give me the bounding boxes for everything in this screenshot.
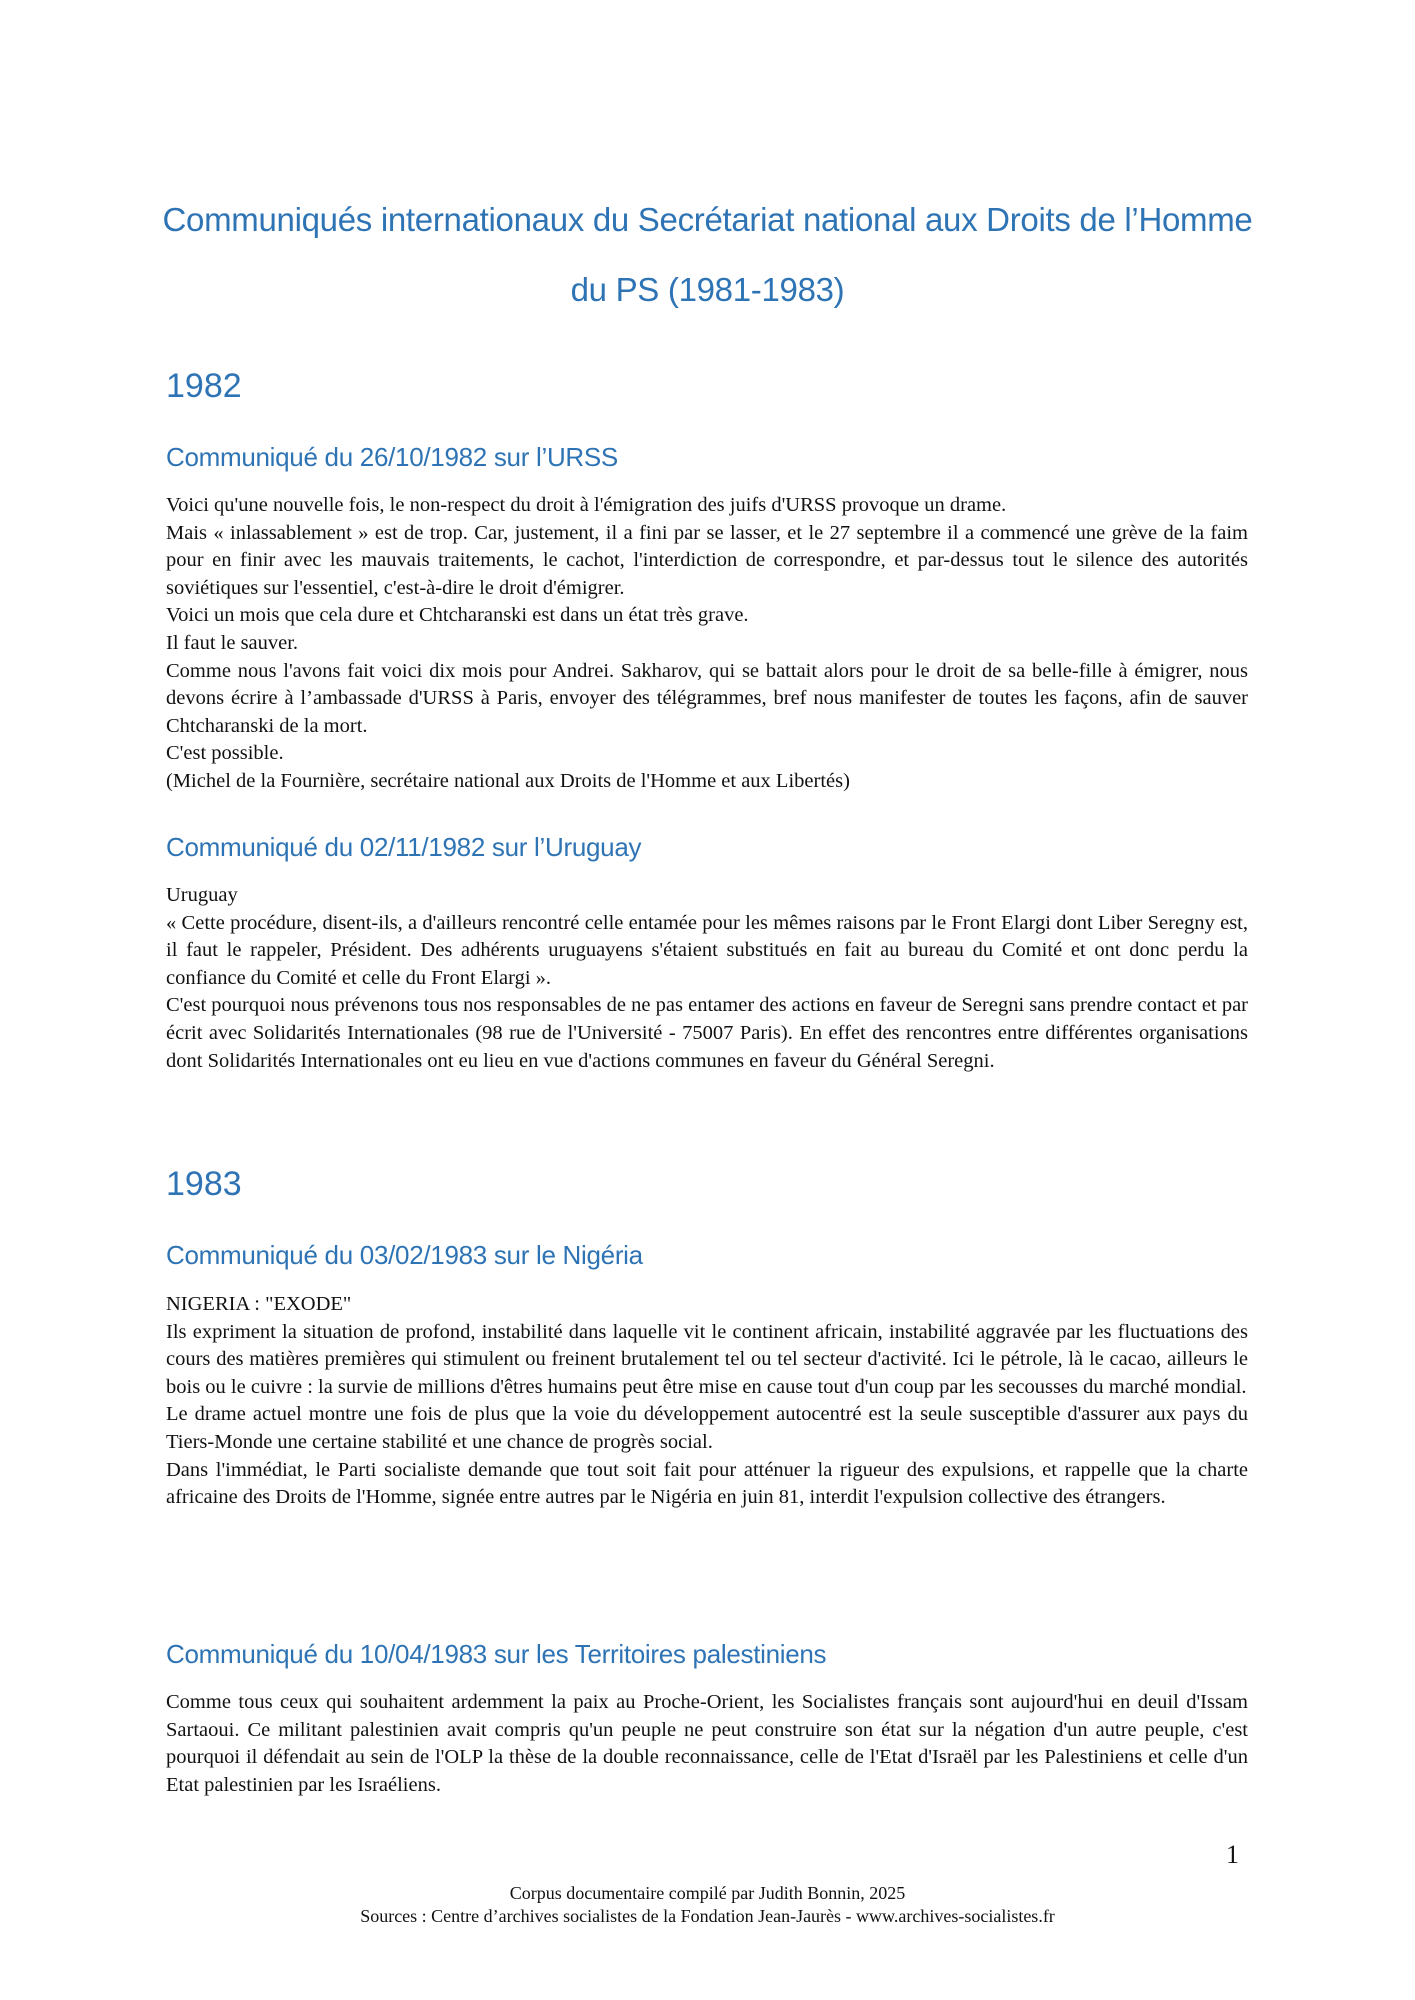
footer-sources: Sources : Centre d’archives socialistes de la Fondation Jean-Jaurès - www.archives-socialistes.fr [360,1906,1055,1926]
communique-body-urss [166,492,1248,796]
paragraph: Uruguay [166,884,238,906]
page-footer [150,1882,1265,1928]
paragraph: Dans l'immédiat, le Parti socialiste demande que tout soit fait pour atténuer la rigueur des expulsions, et rappelle que la charte africaine des Droits de l'Homme, signée entre autres par le Nigéria en juin 81, interdit l'expulsion collective des étrangers. [166,1458,1248,1509]
paragraph: C'est pourquoi nous prévenons tous nos responsables de ne pas entamer des actions en faveur de Seregni sans prendre contact et par écrit avec Solidarités Internationales (98 rue de l'Université - 75007 Paris). En effet des rencontres entre différentes organisations dont Solidarités Internationales ont eu lieu en vue d'actions communes en faveur du Général Seregni. [166,994,1248,1072]
paragraph: Voici un mois que cela dure et Chtcharanski est dans un état très grave. [166,604,749,627]
document-title: Communiqués internationaux du Secrétariat national aux Droits de l’Homme du PS (1981-1983) [162,201,1253,308]
year-heading-1982: 1982 [166,367,242,405]
page-number: 1 [1226,1840,1239,1869]
communique-heading-palestine: Communiqué du 10/04/1983 sur les Territoires palestiniens [166,1639,827,1669]
paragraph: Il faut le sauver. [166,631,299,654]
communique-body-nigeria [166,1291,1248,1512]
paragraph: C'est possible. [166,742,284,765]
paragraph: Voici qu'une nouvelle fois, le non-respect du droit à l'émigration des juifs d'URSS provoque un drame. [166,494,1007,516]
paragraph: NIGERIA : "EXODE" [166,1293,352,1315]
communique-heading-nigeria: Communiqué du 03/02/1983 sur le Nigéria [166,1240,643,1270]
footer-compiler: Corpus documentaire compilé par Judith Bonnin, 2025 [509,1883,906,1903]
paragraph: Le drame actuel montre une fois de plus que la voie du développement autocentré est la seule susceptible d'assurer aux pays du Tiers-Monde une certaine stabilité et une chance de progrès social. [166,1403,1248,1453]
communique-heading-urss: Communiqué du 26/10/1982 sur l’URSS [166,442,618,472]
communique-body-palestine [166,1689,1248,1799]
paragraph: Comme tous ceux qui souhaitent ardemment la paix au Proche-Orient, les Socialistes français sont aujourd'hui en deuil d'Issam Sartaoui. Ce militant palestinien avait compris qu'un peuple ne peut construire son état sur la négation d'un autre peuple, c'est pourquoi il défendait au sein de l'OLP la thèse de la double reconnaissance, celle de l'Etat d'Israël par les Palestiniens et celle d'un Etat palestinien par les Israéliens. [166,1691,1248,1796]
paragraph: « Cette procédure, disent-ils, a d'ailleurs rencontré celle entamée pour les mêmes raisons par le Front Elargi dont Liber Seregny est, il faut le rappeler, Président. Des adhérents uruguayens s'étaient substitués en fait au bureau du Comité et ont donc perdu la confiance du Comité et celle du Front Elargi ». [166,911,1248,989]
paragraph: Mais « inlassablement » est de trop. Car, justement, il a fini par se lasser, et le 27 septembre il a commencé une grève de la faim pour en finir avec les mauvais traitements, le cachot, l'interdiction de correspondre, et par-dessus tout le silence des autorités soviétiques sur l'essentiel, c'est-à-dire le droit d'émigrer. [166,521,1248,599]
paragraph: (Michel de la Fournière, secrétaire national aux Droits de l'Homme et aux Libertés) [166,769,850,792]
paragraph: Ils expriment la situation de profond, instabilité dans laquelle vit le continent africain, instabilité aggravée par les fluctuations des cours des matières premières qui stimulent ou freinent brutalement tel ou tel secteur d'activité. Ici le pétrole, là le cacao, ailleurs le bois ou le cuivre : la survie de millions d'êtres humains peut être mise en cause tout d'un coup par les secousses du marché mondial. [166,1320,1248,1398]
communique-heading-uruguay: Communiqué du 02/11/1982 sur l’Uruguay [166,832,642,862]
communique-body-uruguay [166,882,1248,1075]
year-heading-1983: 1983 [166,1165,242,1203]
paragraph: Comme nous l'avons fait voici dix mois pour Andrei. Sakharov, qui se battait alors pour le droit de sa belle-fille à émigrer, nous devons écrire à l’ambassade d'URSS à Paris, envoyer des télégrammes, bref nous manifester de toutes les façons, afin de sauver Chtcharanski de la mort. [166,659,1248,737]
